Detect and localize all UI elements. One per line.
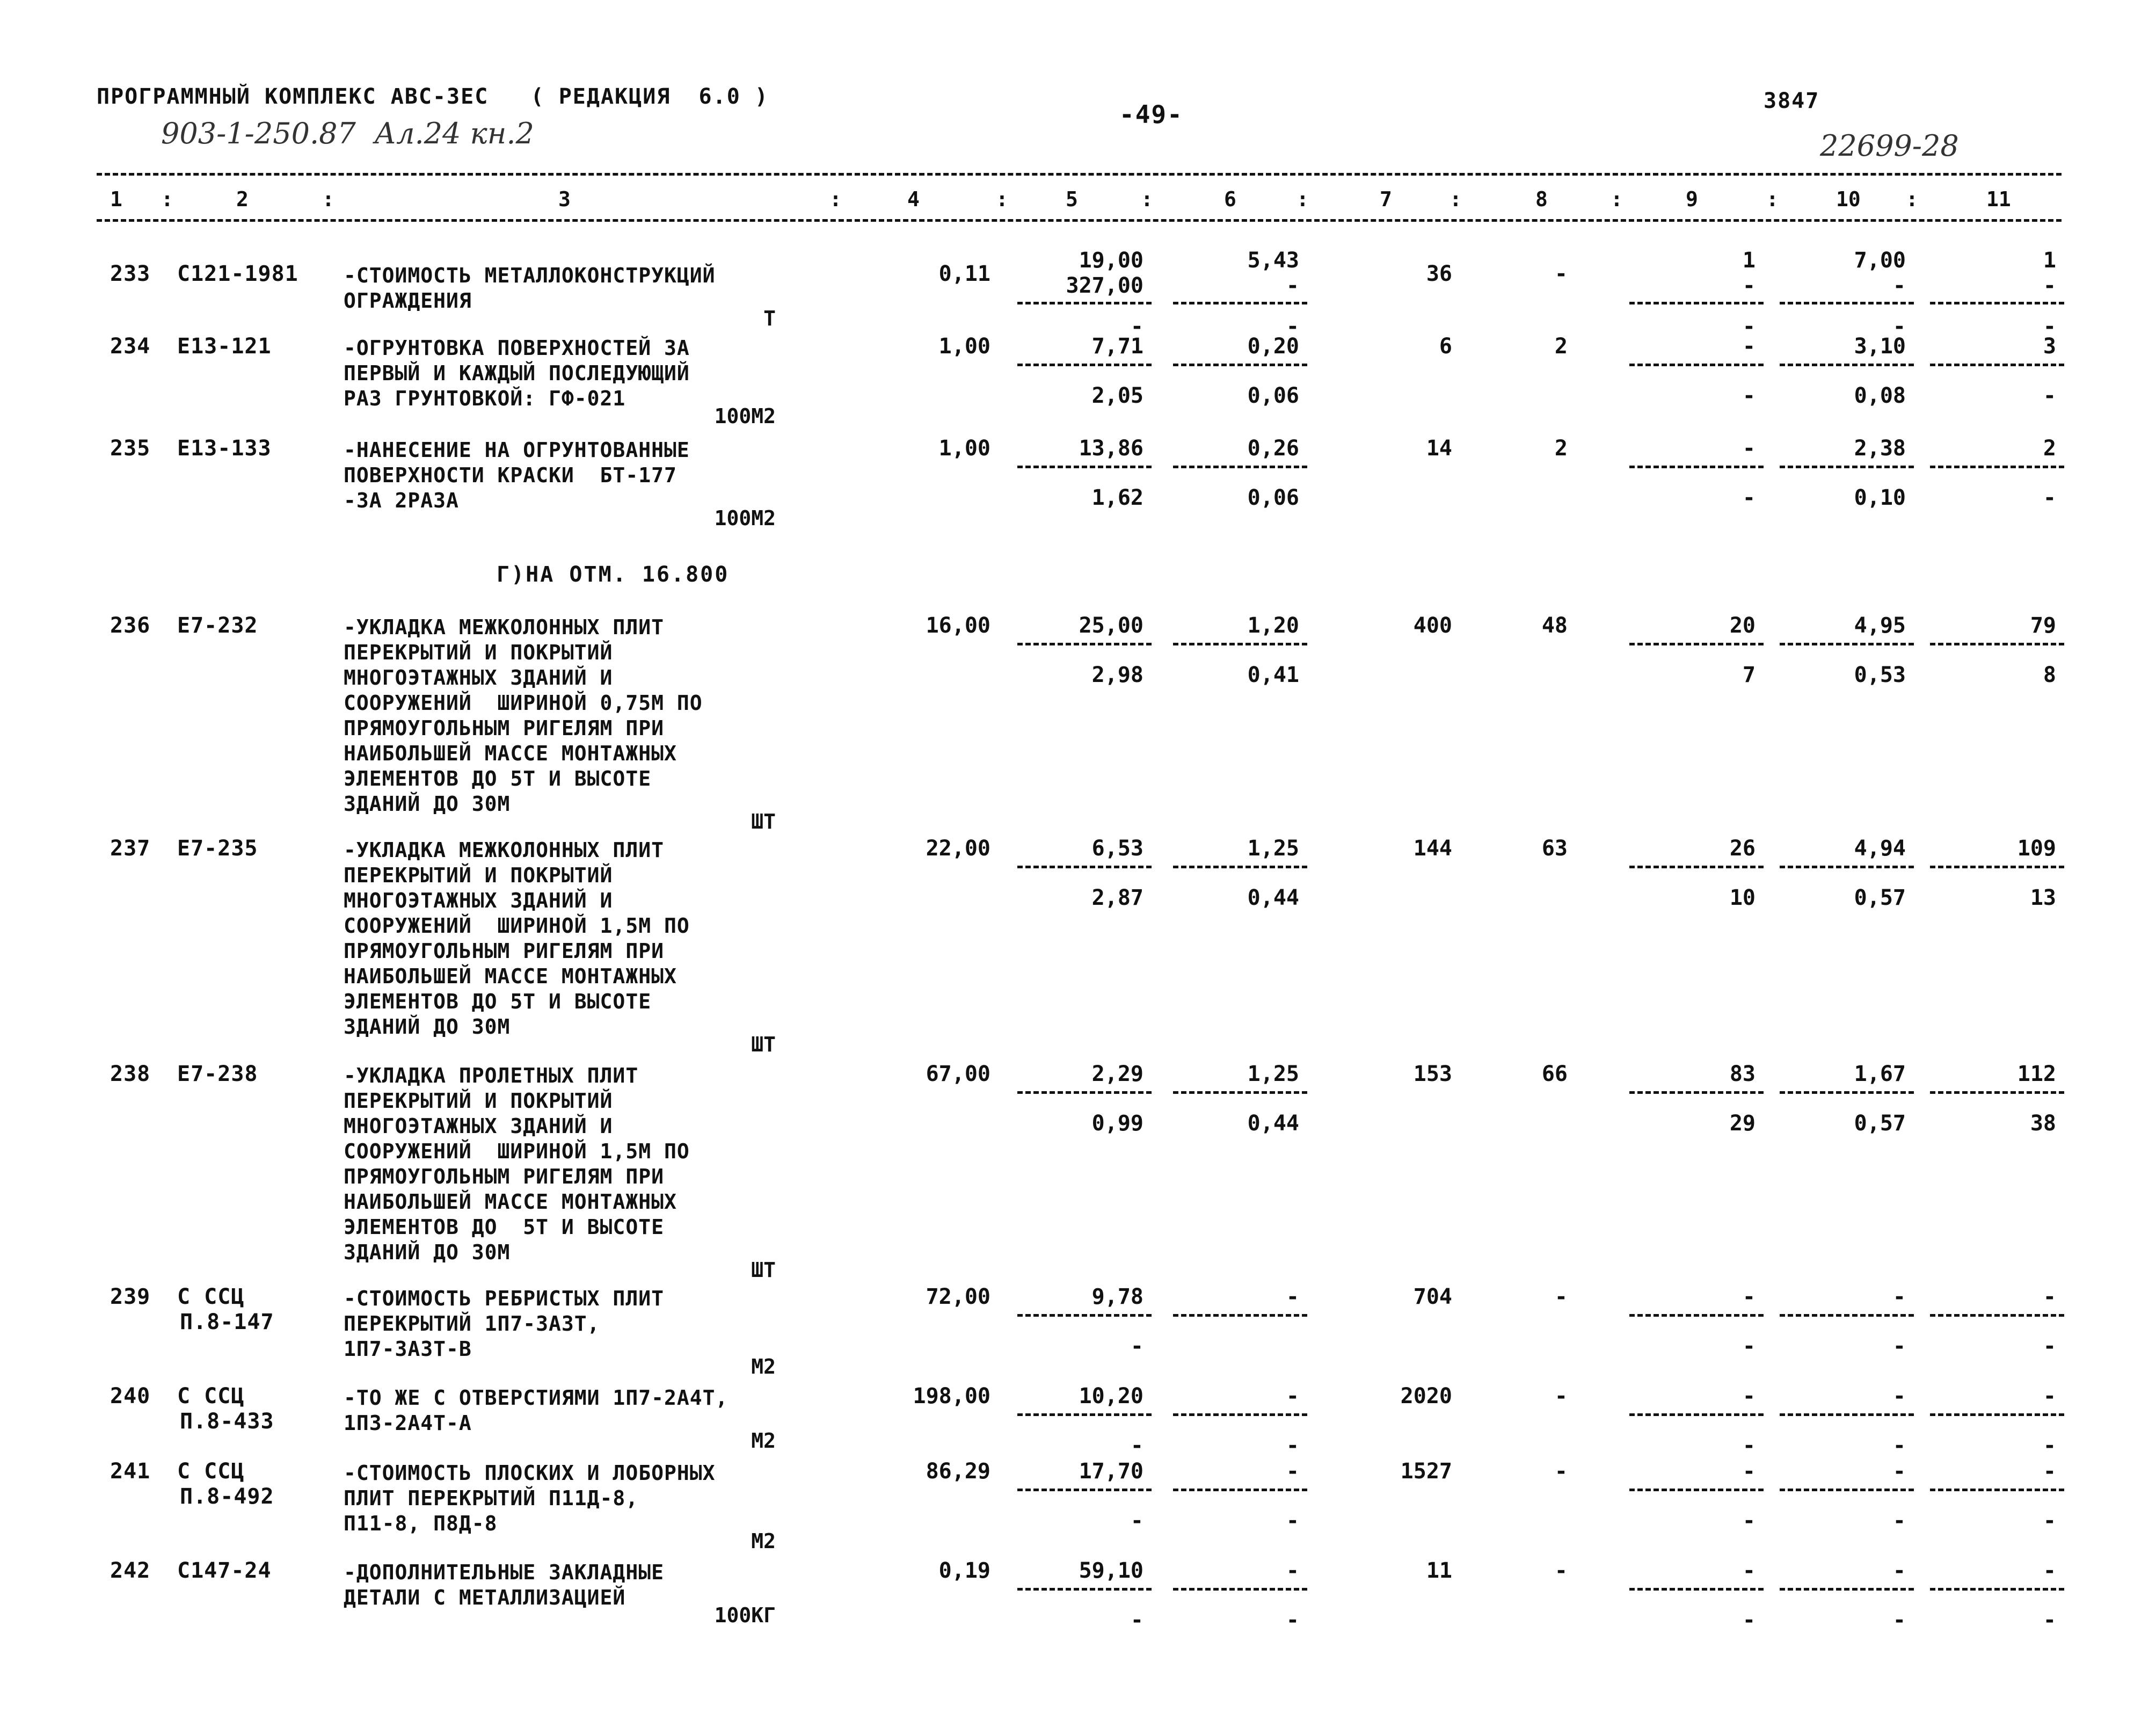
unit-of-measure: ШТ (751, 810, 776, 833)
total-wages: - (1554, 1284, 1568, 1309)
machine-total: - (1742, 1284, 1756, 1309)
machine-wages: 0,44 (1247, 885, 1299, 910)
labor-hours-unit: 4,95 (1854, 613, 1906, 638)
work-description-line: П11-8, П8Д-8 (344, 1512, 498, 1535)
machine-hours-total: - (2043, 1334, 2056, 1359)
quantity: 198,00 (913, 1384, 990, 1409)
unit-cost-total: 19,00 (1079, 248, 1143, 273)
value-separator (1930, 1091, 2064, 1094)
row-number: 238 (110, 1062, 151, 1086)
column-header-cell: 6 (1224, 187, 1236, 211)
labor-hours-unit: 4,94 (1854, 836, 1906, 861)
total-wages: - (1554, 262, 1568, 286)
handwritten-sheet-number: 22699-28 (1820, 129, 1959, 163)
labor-hours-total-2: - (2043, 273, 2056, 298)
machine-cost: - (1130, 1508, 1143, 1533)
page-number: -49- (1119, 100, 1183, 129)
value-separator (1629, 1413, 1764, 1416)
machine-cost: - (1130, 1608, 1143, 1632)
value-separator (1017, 643, 1152, 645)
machine-wages-total: 10 (1729, 885, 1756, 910)
unit-of-measure: 100КГ (714, 1603, 776, 1627)
machine-wages: - (1286, 1433, 1299, 1458)
rate-code: Е13-133 (177, 436, 272, 461)
unit-cost-total: 13,86 (1079, 436, 1143, 461)
total-wages: 66 (1541, 1062, 1568, 1086)
section-label: Г)НА ОТМ. 16.800 (497, 562, 730, 587)
work-description-line: НАИБОЛЬШЕЙ МАССЕ МОНТАЖНЫХ (344, 742, 677, 765)
machine-hours-unit: 0,10 (1854, 485, 1906, 510)
quantity: 1,00 (938, 334, 990, 359)
total-cost: 2020 (1400, 1384, 1452, 1409)
total-cost: 11 (1426, 1558, 1452, 1583)
value-separator (1629, 1489, 1764, 1491)
rate-code: Е7-238 (177, 1062, 258, 1086)
machine-cost: 1,62 (1091, 485, 1143, 510)
machine-wages: - (1286, 1508, 1299, 1533)
column-header-cell: : (1766, 187, 1779, 211)
work-description-line: -УКЛАДКА МЕЖКОЛОННЫХ ПЛИТ (344, 615, 664, 639)
row-number: 239 (110, 1284, 151, 1309)
document-code: 3847 (1764, 89, 1820, 113)
machine-wages-total: - (1742, 1334, 1756, 1359)
labor-hours-total: 2 (2043, 436, 2056, 461)
total-wages: - (1554, 1459, 1568, 1484)
value-separator (1173, 364, 1307, 366)
rate-code: С ССЦ (177, 1384, 245, 1409)
machine-hours-total: - (2043, 383, 2056, 408)
work-description-line: МНОГОЭТАЖНЫХ ЗДАНИЙ И (344, 889, 613, 912)
machine-total: 83 (1729, 1062, 1756, 1086)
column-header-cell: 8 (1535, 187, 1548, 211)
work-description-line: ПЛИТ ПЕРЕКРЫТИЙ П11Д-8, (344, 1486, 639, 1510)
total-cost: 144 (1413, 836, 1452, 861)
machine-wages: 0,41 (1247, 663, 1299, 687)
work-description-line: -СТОИМОСТЬ ПЛОСКИХ И ЛОБОРНЫХ (344, 1461, 716, 1485)
machine-total: - (1742, 1558, 1756, 1583)
work-description-line: ПЕРЕКРЫТИЙ И ПОКРЫТИЙ (344, 1089, 613, 1113)
labor-hours-unit: 3,10 (1854, 334, 1906, 359)
quantity: 0,19 (938, 1558, 990, 1583)
column-header-cell: : (1141, 187, 1153, 211)
column-header-cell: : (1296, 187, 1309, 211)
quantity: 72,00 (926, 1284, 990, 1309)
unit-cost-wages: 1,25 (1247, 1062, 1299, 1086)
unit-of-measure: 100М2 (714, 404, 776, 428)
quantity: 67,00 (926, 1062, 990, 1086)
machine-hours-unit: 0,57 (1854, 885, 1906, 910)
work-description-line: -СТОИМОСТЬ РЕБРИСТЫХ ПЛИТ (344, 1287, 664, 1310)
value-separator (1629, 643, 1764, 645)
unit-cost-total: 25,00 (1079, 613, 1143, 638)
unit-of-measure: М2 (751, 1355, 776, 1378)
labor-hours-total-3: - (2043, 314, 2056, 339)
column-header-cell: 10 (1836, 187, 1861, 211)
machine-wages: 0,06 (1247, 383, 1299, 408)
work-description-line: 1П7-3А3Т-В (344, 1337, 472, 1361)
work-description-line: СООРУЖЕНИЙ ШИРИНОЙ 1,5М ПО (344, 1139, 690, 1163)
value-separator (1017, 302, 1152, 304)
unit-cost-total: 6,53 (1091, 836, 1143, 861)
value-separator (1780, 643, 1914, 645)
total-cost: 704 (1413, 1284, 1452, 1309)
value-separator (1629, 302, 1764, 304)
total-wages: 48 (1541, 613, 1568, 638)
work-description-line: ПРЯМОУГОЛЬНЫМ РИГЕЛЯМ ПРИ (344, 939, 664, 963)
value-separator (1780, 866, 1914, 868)
total-cost: 400 (1413, 613, 1452, 638)
value-separator (1629, 1588, 1764, 1591)
quantity: 0,11 (938, 262, 990, 286)
machine-wages: - (1286, 314, 1299, 339)
header-rule-bottom (97, 219, 2062, 222)
value-separator (1017, 866, 1152, 868)
total-wages: 2 (1554, 334, 1568, 359)
value-separator (1930, 1588, 2064, 1591)
value-separator (1629, 1091, 1764, 1094)
work-description-line: МНОГОЭТАЖНЫХ ЗДАНИЙ И (344, 1114, 613, 1138)
work-description-line: НАИБОЛЬШЕЙ МАССЕ МОНТАЖНЫХ (344, 964, 677, 988)
value-separator (1629, 364, 1764, 366)
machine-hours-total: 38 (2030, 1111, 2056, 1136)
total-cost: 6 (1439, 334, 1452, 359)
work-description-line: -НАНЕСЕНИЕ НА ОГРУНТОВАННЫЕ (344, 438, 690, 462)
value-separator (1780, 1413, 1914, 1416)
value-separator (1629, 1314, 1764, 1317)
labor-hours-total: 1 (2043, 248, 2056, 273)
labor-hours-total: - (2043, 1284, 2056, 1309)
machine-wages-total: - (1742, 383, 1756, 408)
row-number: 236 (110, 613, 151, 638)
total-cost: 1527 (1400, 1459, 1452, 1484)
labor-hours-total: - (2043, 1384, 2056, 1409)
labor-hours-unit: 1,67 (1854, 1062, 1906, 1086)
unit-cost-total: 10,20 (1079, 1384, 1143, 1409)
value-separator (1780, 1091, 1914, 1094)
value-separator (1930, 302, 2064, 304)
column-header-cell: 11 (1986, 187, 2011, 211)
machine-total: - (1742, 334, 1756, 359)
row-number: 242 (110, 1558, 151, 1583)
work-description-line: НАИБОЛЬШЕЙ МАССЕ МОНТАЖНЫХ (344, 1190, 677, 1214)
column-header-cell: : (322, 187, 334, 211)
value-separator (1173, 1588, 1307, 1591)
work-description-line: -УКЛАДКА ПРОЛЕТНЫХ ПЛИТ (344, 1064, 639, 1087)
machine-total: 26 (1729, 836, 1756, 861)
column-header-cell: 3 (558, 187, 571, 211)
machine-wages: 0,06 (1247, 485, 1299, 510)
machine-hours-total: - (2043, 485, 2056, 510)
quantity: 22,00 (926, 836, 990, 861)
unit-cost-total: 2,29 (1091, 1062, 1143, 1086)
machine-total: - (1742, 436, 1756, 461)
quantity: 86,29 (926, 1459, 990, 1484)
total-wages: 63 (1541, 836, 1568, 861)
labor-hours-unit: 2,38 (1854, 436, 1906, 461)
machine-wages: 0,44 (1247, 1111, 1299, 1136)
unit-of-measure: М2 (751, 1429, 776, 1453)
rate-code-line2: П.8-492 (180, 1484, 274, 1509)
labor-hours-unit: 7,00 (1854, 248, 1906, 273)
unit-cost-total: 9,78 (1091, 1284, 1143, 1309)
work-description-line: -СТОИМОСТЬ МЕТАЛЛОКОНСТРУКЦИЙ (344, 264, 716, 287)
work-description-line: -УКЛАДКА МЕЖКОЛОННЫХ ПЛИТ (344, 838, 664, 862)
column-header-cell: 1 (110, 187, 122, 211)
labor-hours-unit: - (1892, 1558, 1906, 1583)
quantity: 16,00 (926, 613, 990, 638)
machine-hours-total: 8 (2043, 663, 2056, 687)
rate-code: С ССЦ (177, 1459, 245, 1484)
machine-hours-unit: 0,53 (1854, 663, 1906, 687)
rate-code: С147-24 (177, 1558, 272, 1583)
row-number: 240 (110, 1384, 151, 1409)
work-description-line: ЭЛЕМЕНТОВ ДО 5Т И ВЫСОТЕ (344, 1215, 664, 1239)
value-separator (1173, 643, 1307, 645)
value-separator (1930, 1314, 2064, 1317)
value-separator (1017, 1413, 1152, 1416)
unit-cost-material-wages: - (1286, 273, 1299, 298)
machine-wages-total: 7 (1742, 663, 1756, 687)
column-header-cell: : (829, 187, 842, 211)
rate-code: Е7-235 (177, 836, 258, 861)
work-description-line: ЗДАНИЙ ДО 30М (344, 1240, 511, 1264)
unit-cost-wages: - (1286, 1558, 1299, 1583)
total-cost: 14 (1426, 436, 1452, 461)
row-number: 241 (110, 1459, 151, 1484)
work-description-line: -ОГРУНТОВКА ПОВЕРХНОСТЕЙ ЗА (344, 336, 690, 360)
row-number: 234 (110, 334, 151, 359)
value-separator (1930, 866, 2064, 868)
value-separator (1017, 1314, 1152, 1317)
machine-cost: 2,87 (1091, 885, 1143, 910)
row-number: 233 (110, 262, 151, 286)
machine-hours-unit: - (1892, 1608, 1906, 1632)
work-description-line: -ДОПОЛНИТЕЛЬНЫЕ ЗАКЛАДНЫЕ (344, 1560, 664, 1584)
column-header-cell: 5 (1066, 187, 1078, 211)
labor-hours-unit: - (1892, 1384, 1906, 1409)
labor-hours-unit: - (1892, 1459, 1906, 1484)
work-description-line: ЗДАНИЙ ДО 30М (344, 1015, 511, 1039)
work-description-line: ПЕРВЫЙ И КАЖДЫЙ ПОСЛЕДУЮЩИЙ (344, 361, 690, 385)
row-number: 235 (110, 436, 151, 461)
column-header-cell: 7 (1380, 187, 1392, 211)
labor-hours-total: 109 (2017, 836, 2056, 861)
column-header-cell: : (1906, 187, 1918, 211)
column-header-cell: : (1611, 187, 1623, 211)
machine-wages-total: - (1742, 1508, 1756, 1533)
value-separator (1930, 643, 2064, 645)
unit-cost-total: 17,70 (1079, 1459, 1143, 1484)
work-description-line: ОГРАЖДЕНИЯ (344, 289, 472, 313)
work-description-line: -ЗА 2РАЗА (344, 489, 459, 512)
total-cost: 153 (1413, 1062, 1452, 1086)
unit-cost-total: 59,10 (1079, 1558, 1143, 1583)
value-separator (1017, 1489, 1152, 1491)
unit-cost-wages: - (1286, 1459, 1299, 1484)
work-description-line: ПЕРЕКРЫТИЙ 1П7-3А3Т, (344, 1312, 600, 1335)
value-separator (1173, 1314, 1307, 1317)
value-separator (1930, 466, 2064, 468)
labor-hours-total: 79 (2030, 613, 2056, 638)
rate-code: С ССЦ (177, 1284, 245, 1309)
value-separator (1017, 364, 1152, 366)
work-description-line: -ТО ЖЕ С ОТВЕРСТИЯМИ 1П7-2А4Т, (344, 1386, 729, 1410)
machine-cost: - (1130, 1433, 1143, 1458)
machine-total: 20 (1729, 613, 1756, 638)
value-separator (1780, 302, 1914, 304)
value-separator (1930, 1413, 2064, 1416)
machine-hours-unit: 0,08 (1854, 383, 1906, 408)
labor-hours-total: 3 (2043, 334, 2056, 359)
value-separator (1173, 466, 1307, 468)
machine-cost: 2,98 (1091, 663, 1143, 687)
machine-total: - (1742, 1459, 1756, 1484)
work-description-line: ПЕРЕКРЫТИЙ И ПОКРЫТИЙ (344, 641, 613, 664)
value-separator (1780, 364, 1914, 366)
value-separator (1173, 1489, 1307, 1491)
rate-code: Е7-232 (177, 613, 258, 638)
work-description-line: 1П3-2А4Т-А (344, 1411, 472, 1435)
machine-wages-total: - (1742, 1608, 1756, 1632)
labor-hours-unit-2: - (1892, 273, 1906, 298)
machine-wages-total: - (1742, 485, 1756, 510)
work-description-line: ПРЯМОУГОЛЬНЫМ РИГЕЛЯМ ПРИ (344, 716, 664, 740)
machine-total-3: - (1742, 314, 1756, 339)
unit-cost-wages: 1,20 (1247, 613, 1299, 638)
value-separator (1017, 466, 1152, 468)
row-number: 237 (110, 836, 151, 861)
machine-hours-unit: - (1892, 1508, 1906, 1533)
column-header-cell: 2 (236, 187, 249, 211)
value-separator (1629, 866, 1764, 868)
value-separator (1017, 1588, 1152, 1591)
work-description-line: ДЕТАЛИ С МЕТАЛЛИЗАЦИЕЙ (344, 1586, 626, 1609)
total-cost: 36 (1426, 262, 1452, 286)
machine-wages: - (1286, 1608, 1299, 1632)
unit-cost-total: 7,71 (1091, 334, 1143, 359)
work-description-line: СООРУЖЕНИЙ ШИРИНОЙ 1,5М ПО (344, 914, 690, 938)
labor-hours-unit: - (1892, 1284, 1906, 1309)
value-separator (1780, 1588, 1914, 1591)
unit-cost-wages: 1,25 (1247, 836, 1299, 861)
unit-of-measure: ШТ (751, 1033, 776, 1056)
column-header-cell: 4 (907, 187, 920, 211)
machine-total: 1 (1742, 248, 1756, 273)
work-description-line: СООРУЖЕНИЙ ШИРИНОЙ 0,75М ПО (344, 691, 703, 715)
column-header-cell: 9 (1686, 187, 1698, 211)
machine-wages-total: - (1742, 1433, 1756, 1458)
work-description-line: МНОГОЭТАЖНЫХ ЗДАНИЙ И (344, 666, 613, 689)
value-separator (1173, 1413, 1307, 1416)
labor-hours-unit-3: - (1892, 314, 1906, 339)
value-separator (1930, 364, 2064, 366)
value-separator (1780, 466, 1914, 468)
column-header-cell: : (996, 187, 1008, 211)
unit-cost-wages: - (1286, 1284, 1299, 1309)
value-separator (1173, 866, 1307, 868)
work-description-line: РАЗ ГРУНТОВКОЙ: ГФ-021 (344, 387, 626, 410)
rate-code: С121-1981 (177, 262, 298, 286)
unit-of-measure: Т (763, 307, 776, 330)
machine-hours-total: - (2043, 1508, 2056, 1533)
labor-hours-total: - (2043, 1459, 2056, 1484)
column-header-cell: : (1450, 187, 1462, 211)
rate-code-line2: П.8-147 (180, 1310, 274, 1334)
work-description-line: ЗДАНИЙ ДО 30М (344, 792, 511, 816)
value-separator (1780, 1314, 1914, 1317)
value-separator (1780, 1489, 1914, 1491)
unit-of-measure: 100М2 (714, 506, 776, 530)
machine-hours-unit: - (1892, 1433, 1906, 1458)
value-separator (1017, 1091, 1152, 1094)
unit-cost-wages: - (1286, 1384, 1299, 1409)
program-title: ПРОГРАММНЫЙ КОМПЛЕКС АВС-3ЕС ( РЕДАКЦИЯ 6.0 ) (97, 84, 769, 109)
machine-hours-unit: - (1892, 1334, 1906, 1359)
value-separator (1629, 466, 1764, 468)
rate-code-line2: П.8-433 (180, 1409, 274, 1434)
unit-cost-wages: 0,26 (1247, 436, 1299, 461)
work-description-line: ПЕРЕКРЫТИЙ И ПОКРЫТИЙ (344, 863, 613, 887)
work-description-line: ЭЛЕМЕНТОВ ДО 5Т И ВЫСОТЕ (344, 990, 652, 1013)
total-wages: - (1554, 1384, 1568, 1409)
rate-code: Е13-121 (177, 334, 272, 359)
machine-wages-total: 29 (1729, 1111, 1756, 1136)
machine-cost: 2,05 (1091, 383, 1143, 408)
machine-cost: 0,99 (1091, 1111, 1143, 1136)
unit-cost-wages: 0,20 (1247, 334, 1299, 359)
total-wages: 2 (1554, 436, 1568, 461)
unit-cost-material: 327,00 (1066, 273, 1143, 298)
column-header-cell: : (161, 187, 173, 211)
machine-hours-total: 13 (2030, 885, 2056, 910)
total-wages: - (1554, 1558, 1568, 1583)
unit-cost-wages: 5,43 (1247, 248, 1299, 273)
header-rule-top (97, 173, 2062, 176)
unit-of-measure: ШТ (751, 1258, 776, 1282)
value-separator (1173, 1091, 1307, 1094)
quantity: 1,00 (938, 436, 990, 461)
unit-of-measure: М2 (751, 1529, 776, 1553)
machine-cost: - (1130, 1334, 1143, 1359)
labor-hours-total: 112 (2017, 1062, 2056, 1086)
machine-hours-unit: 0,57 (1854, 1111, 1906, 1136)
work-description-line: ПРЯМОУГОЛЬНЫМ РИГЕЛЯМ ПРИ (344, 1165, 664, 1188)
value-separator (1930, 1489, 2064, 1491)
handwritten-reference: 903-1-250.87 Ал.24 кн.2 (161, 117, 534, 150)
work-description-line: ПОВЕРХНОСТИ КРАСКИ БТ-177 (344, 463, 677, 487)
value-separator (1173, 302, 1307, 304)
machine-total-2: - (1742, 273, 1756, 298)
machine-cost: - (1130, 314, 1143, 339)
machine-total: - (1742, 1384, 1756, 1409)
labor-hours-total: - (2043, 1558, 2056, 1583)
machine-hours-total: - (2043, 1608, 2056, 1632)
work-description-line: ЭЛЕМЕНТОВ ДО 5Т И ВЫСОТЕ (344, 767, 652, 790)
machine-hours-total: - (2043, 1433, 2056, 1458)
